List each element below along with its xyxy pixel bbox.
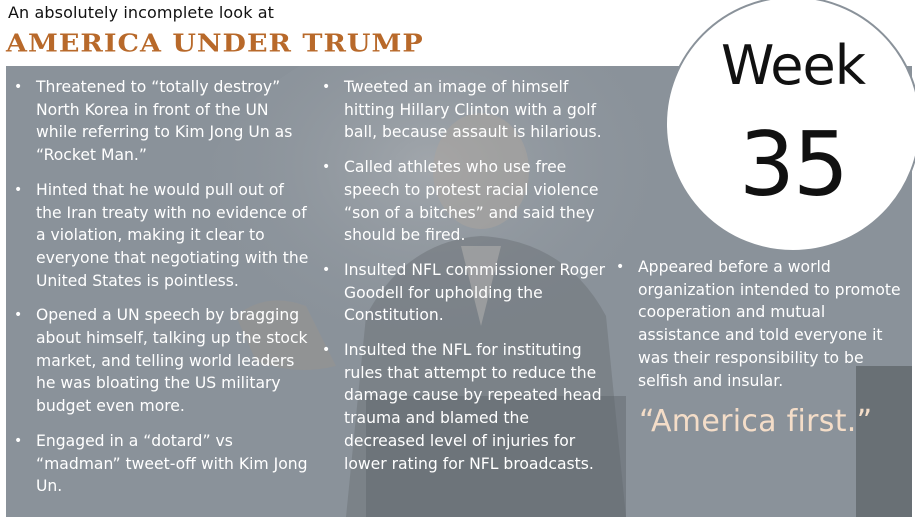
week-badge <box>665 0 915 252</box>
list-item: • Insulted NFL commissioner Roger Goodell for upholding the Constitution. <box>322 260 606 325</box>
list-item: • Insulted the NFL for instituting rules that attempt to reduce the damage cause by repeated head trauma and blamed the decreased level of injuries for lower rating for NFL broadcasts. <box>322 341 602 473</box>
bullet-icon: • <box>322 159 331 176</box>
bullet-icon: • <box>14 181 23 198</box>
bullet-icon: • <box>14 79 23 95</box>
header-subtitle: An absolutely incomplete look at <box>8 3 275 22</box>
bullet-icon: • <box>322 79 331 95</box>
page-title: AMERICA UNDER TRUMP <box>6 30 424 58</box>
middle-column <box>320 76 614 487</box>
list-item: • Engaged in a “dotard” vs “madman” tweet-off with Kim Jong Un. <box>14 431 308 496</box>
list-item: • Tweeted an image of himself hitting Hillary Clinton with a golf ball, because assault is hilarious. <box>322 78 602 142</box>
week-number: 35 <box>739 113 847 216</box>
quote-text: “America first.” <box>639 404 873 439</box>
bullet-icon: • <box>322 342 331 359</box>
bullet-icon: • <box>322 261 331 278</box>
list-item: • Appeared before a world organization intended to promote cooperation and mutual assistance and told everyone it was their responsibility to be selfish and insular. <box>616 258 901 390</box>
left-column <box>12 76 312 510</box>
bullet-icon: • <box>14 307 23 324</box>
bullet-icon: • <box>616 259 625 275</box>
list-item: • Threatened to “totally destroy” North Korea in front of the UN while referring to Kim Jong Un as “Rocket Man.” <box>14 78 293 165</box>
week-label: Week <box>721 34 865 97</box>
right-column <box>614 256 904 404</box>
list-item: • Hinted that he would pull out of the Iran treaty with no evidence of a violation, making it clear to everyone that negotiating with the United States is pointless. <box>14 180 309 290</box>
list-item: • Called athletes who use free speech to protest racial violence “son of a bitches” and said they should be fired. <box>322 158 599 245</box>
bullet-icon: • <box>14 432 23 449</box>
list-item: • Opened a UN speech by bragging about himself, talking up the stock market, and telling world leaders he was bloating the US military budget even more. <box>14 306 308 416</box>
